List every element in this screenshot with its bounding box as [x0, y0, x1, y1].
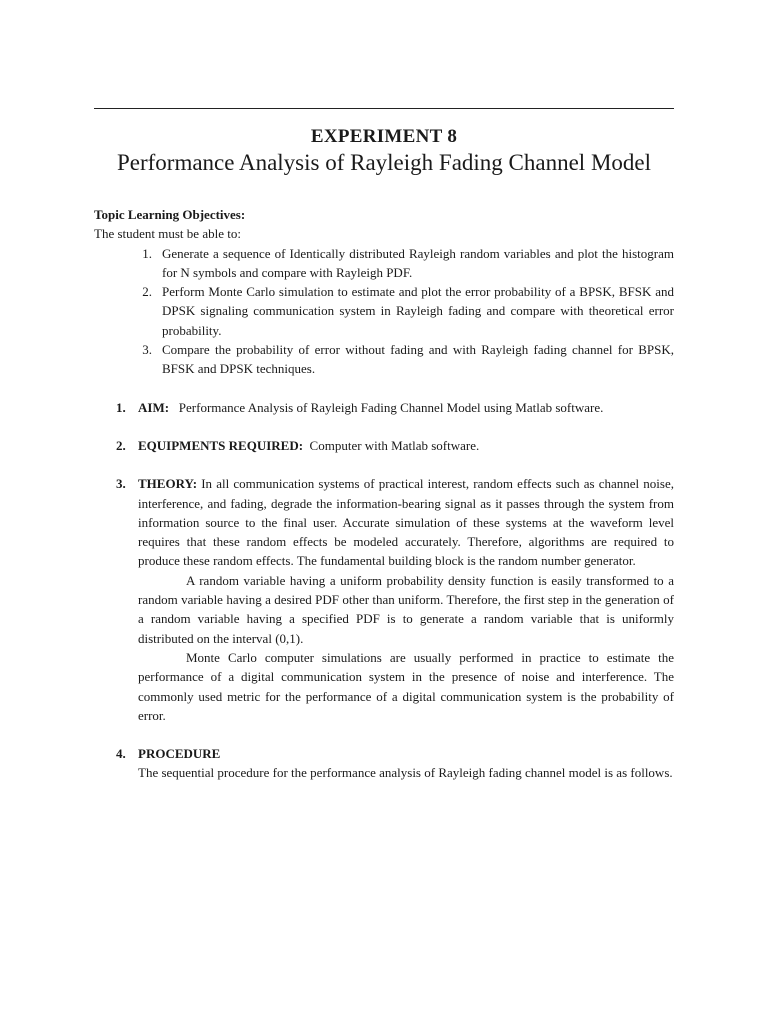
- list-item-number: 3.: [142, 342, 152, 358]
- theory-paragraph-3: Monte Carlo computer simulations are usually performed in practice to estimate the performance of a digital communication system in the presence of noise and interference. The commonly used metric for the performance of a digital communication system is the probability of error.: [138, 649, 674, 723]
- section-equipment: [94, 436, 674, 455]
- list-item: [94, 340, 674, 379]
- section-number: 4.: [116, 746, 126, 762]
- section-number: 2.: [116, 437, 126, 453]
- objectives-intro: The student must be able to:: [94, 226, 241, 242]
- list-item-text: Compare the probability of error without fading and with Rayleigh fading channel for BPSK, BFSK and DPSK techniques.: [162, 342, 674, 377]
- theory-paragraph-2: A random variable having a uniform probability density function is easily transformed to a random variable having a desired PDF other than uniform. Therefore, the first step in the generation of a random variable having a specified PDF is to generate a random variable that is uniformly distributed on the interval (0,1).: [138, 572, 674, 646]
- section-text: In all communication systems of practical interest, random effects such as channel noise, interference, and fading, degrade the information-bearing signal as it passes through the system from information source to the final user. Accurate simulation of these systems at the waveform level requires that these random effects be modeled accurately. Therefore, algorithms are required to produce these random effects. The fundamental building block is the random number generator.: [138, 476, 675, 569]
- header-rule: [94, 108, 674, 109]
- section-label: EQUIPMENTS REQUIRED:: [138, 437, 304, 453]
- list-item: [94, 282, 674, 340]
- section-label: THEORY:: [138, 476, 198, 492]
- experiment-number: EXPERIMENT 8: [310, 126, 458, 147]
- section-number: 3.: [116, 476, 126, 492]
- section-aim: [94, 398, 674, 417]
- list-item-number: 2.: [142, 284, 152, 300]
- objectives-heading: Topic Learning Objectives:: [94, 207, 246, 222]
- section-text: Computer with Matlab software.: [309, 437, 480, 453]
- document-body: [94, 205, 674, 783]
- list-item-text: Generate a sequence of Identically distributed Rayleigh random variables and plot the histogram for N symbols and compare with Rayleigh PDF.: [162, 245, 674, 280]
- list-item-number: 1.: [142, 245, 152, 261]
- theory-paragraph-1: [138, 474, 674, 570]
- section-theory: [94, 474, 674, 725]
- list-item-text: Perform Monte Carlo simulation to estimate and plot the error probability of a BPSK, BFSK and DPSK signaling communication system in Rayleigh fading and compare with theoretical error probability.: [162, 284, 674, 338]
- page-title: Performance Analysis of Rayleigh Fading Channel Model: [116, 150, 651, 175]
- section-label: PROCEDURE: [138, 746, 221, 762]
- section-label: AIM:: [138, 399, 170, 415]
- section-number: 1.: [116, 399, 126, 415]
- section-text: The sequential procedure for the performance analysis of Rayleigh fading channel model is as follows.: [138, 765, 673, 781]
- section-procedure: [94, 744, 674, 783]
- list-item: [94, 244, 674, 283]
- section-text: Performance Analysis of Rayleigh Fading Channel Model using Matlab software.: [178, 399, 604, 415]
- objectives-list: [94, 244, 674, 379]
